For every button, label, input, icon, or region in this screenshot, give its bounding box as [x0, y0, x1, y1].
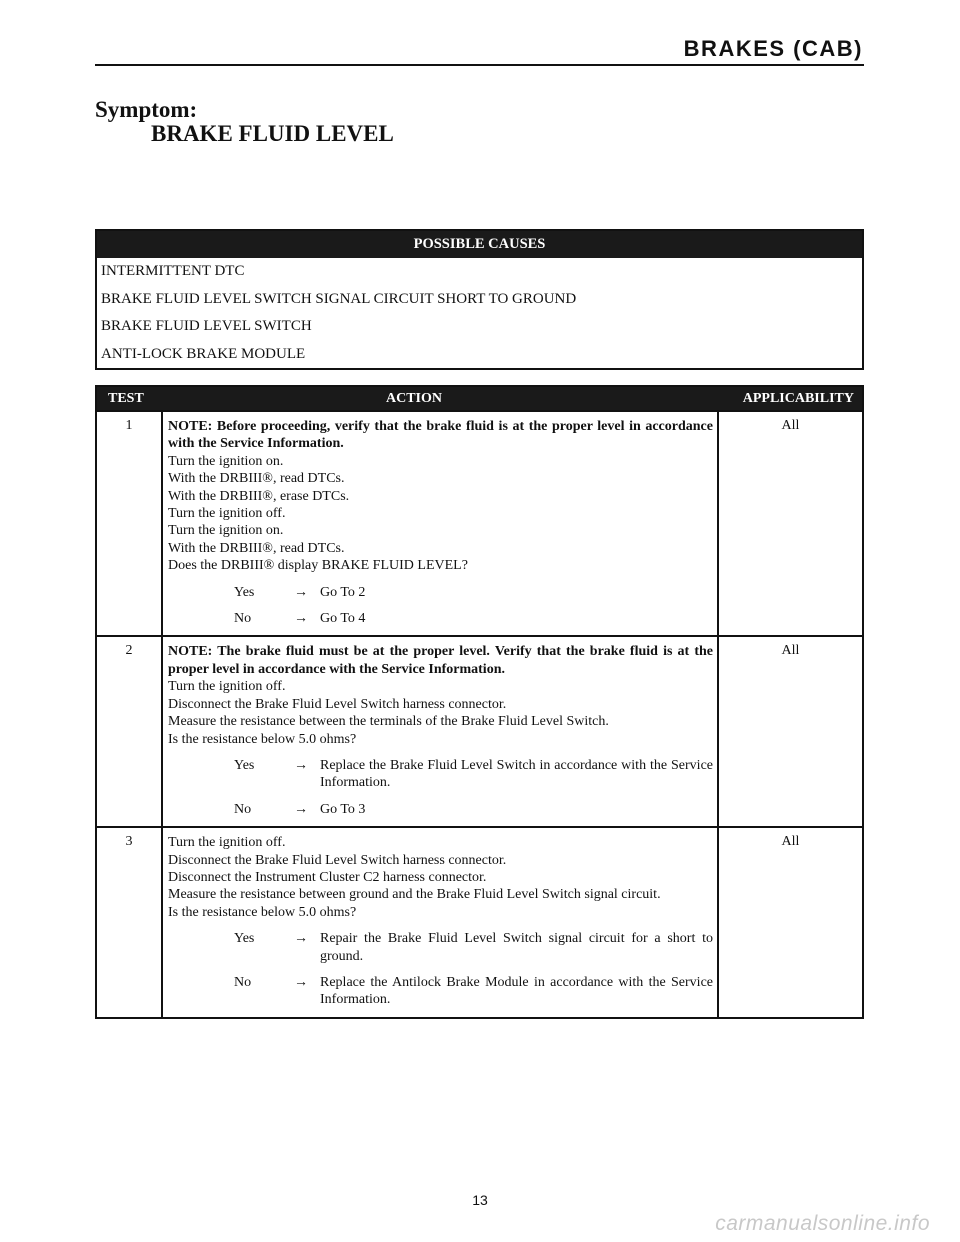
no-outcome: Replace the Antilock Brake Module in accordance with the Service Information. [320, 974, 713, 1008]
no-label: No [234, 974, 252, 990]
symptom-label: Symptom: [95, 97, 198, 122]
test-number: 3 [97, 828, 163, 1017]
possible-causes-box [95, 229, 864, 370]
action-step: Turn the ignition on. [168, 523, 284, 539]
test-applicability: All [781, 834, 800, 850]
action-step: Turn the ignition off. [168, 506, 286, 522]
no-result [168, 974, 713, 1009]
action-step: Is the resistance below 5.0 ohms? [168, 731, 357, 747]
yes-label: Yes [234, 757, 255, 773]
yes-result [168, 757, 713, 792]
action-step: Is the resistance below 5.0 ohms? [168, 904, 357, 920]
no-label: No [234, 611, 252, 627]
no-result [168, 801, 713, 818]
arrow-icon: → [294, 611, 308, 627]
arrow-icon: → [294, 974, 308, 990]
action-step: With the DRBIII®, read DTCs. [168, 471, 345, 487]
test-row-1 [97, 410, 862, 635]
header-rule [95, 64, 864, 66]
yes-label: Yes [234, 584, 255, 600]
test-action [163, 637, 719, 826]
yes-outcome: Repair the Brake Fluid Level Switch signal circuit for a short to ground. [320, 931, 713, 964]
test-number: 2 [97, 637, 163, 826]
test-action [163, 828, 719, 1017]
cause-item: BRAKE FLUID LEVEL SWITCH SIGNAL CIRCUIT SHORT TO GROUND [101, 290, 577, 307]
test-row-3 [97, 826, 862, 1017]
arrow-icon: → [294, 757, 308, 773]
action-step: Turn the ignition on. [168, 453, 284, 469]
cause-item: ANTI-LOCK BRAKE MODULE [101, 345, 306, 362]
yes-outcome: Replace the Brake Fluid Level Switch in accordance with the Service Information. [320, 757, 713, 791]
watermark: carmanualsonline.info [715, 1212, 930, 1235]
possible-causes-heading: POSSIBLE CAUSES [97, 231, 862, 258]
cause-item: BRAKE FLUID LEVEL SWITCH [101, 318, 312, 334]
arrow-icon: → [294, 584, 308, 600]
action-step: Does the DRBIII® display BRAKE FLUID LEVEL? [168, 558, 468, 574]
yes-outcome: Go To 2 [320, 584, 366, 600]
cause-item: INTERMITTENT DTC [101, 263, 245, 279]
yes-label: Yes [234, 931, 255, 947]
test-table [95, 385, 864, 1019]
test-applicability: All [781, 643, 800, 659]
action-step: Measure the resistance between ground and the Brake Fluid Level Switch signal circuit. [168, 887, 661, 903]
yes-result [168, 584, 713, 601]
test-row-2 [97, 635, 862, 826]
no-outcome: Go To 3 [320, 801, 366, 817]
no-outcome: Go To 4 [320, 611, 366, 627]
test-number: 1 [97, 412, 163, 635]
section-title: BRAKES (CAB) [683, 36, 863, 61]
action-step: Measure the resistance between the terminals of the Brake Fluid Level Switch. [168, 714, 609, 730]
column-applicability-header: APPLICABILITY [742, 391, 854, 406]
test-note: NOTE: Before proceeding, verify that the brake fluid is at the proper level in accordance with the Service Information. [168, 419, 713, 452]
column-action-header: ACTION [386, 391, 443, 406]
action-step: Disconnect the Brake Fluid Level Switch harness connector. [168, 852, 507, 868]
page-number: 13 [472, 1192, 488, 1208]
test-table-header [97, 387, 862, 410]
action-step: With the DRBIII®, erase DTCs. [168, 488, 350, 504]
arrow-icon: → [294, 931, 308, 947]
test-note: NOTE: The brake fluid must be at the proper level. Verify that the brake fluid is at the proper level in accordance with the Service Information. [168, 644, 713, 677]
yes-result [168, 930, 713, 965]
action-step: Disconnect the Brake Fluid Level Switch harness connector. [168, 696, 507, 712]
action-step: Turn the ignition off. [168, 835, 286, 851]
symptom-name: BRAKE FLUID LEVEL [151, 121, 394, 146]
no-label: No [234, 801, 252, 817]
action-step: Disconnect the Instrument Cluster C2 harness connector. [168, 869, 487, 885]
arrow-icon: → [294, 801, 308, 817]
action-step: Turn the ignition off. [168, 679, 286, 695]
test-action [163, 412, 719, 635]
test-applicability: All [781, 418, 800, 433]
action-step: With the DRBIII®, read DTCs. [168, 540, 345, 556]
no-result [168, 610, 713, 627]
column-test-header: TEST [108, 391, 144, 406]
